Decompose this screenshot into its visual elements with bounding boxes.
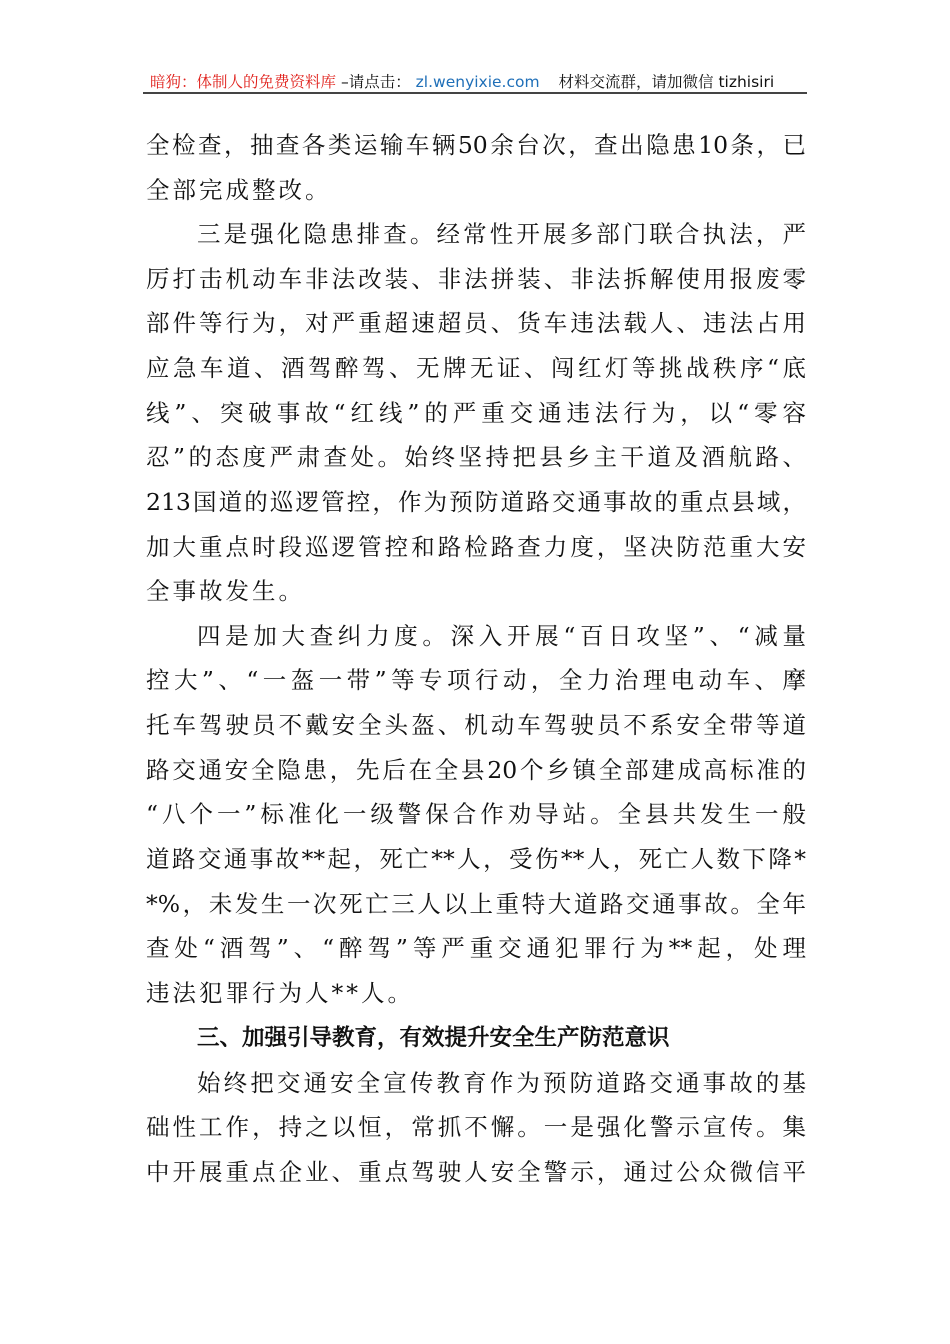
brand-text: 暗狗：体制人的免费资料库 [150,73,337,91]
header-divider [143,92,807,94]
paragraph-line: 四是加大查纠力度。深入开展“百日攻坚”、“减量 [197,622,806,650]
paragraph-line: “八个一”标准化一级警保合作劝导站。全县共发生一般 [146,800,806,828]
paragraph-line: *%，未发生一次死亡三人以上重特大道路交通事故。全年 [146,890,806,918]
paragraph-line: 始终把交通安全宣传教育作为预防道路交通事故的基 [197,1069,806,1097]
paragraph-line: 全部完成整改。 [146,176,332,204]
paragraph-line: 道路交通事故**起，死亡**人，受伤**人，死亡人数下降* [146,845,806,873]
paragraph-line: 查处“酒驾”、“醉驾”等严重交通犯罪行为**起，处理 [146,934,806,962]
paragraph-line: 加大重点时段巡逻管控和路检路查力度，坚决防范重大安 [146,533,806,561]
paragraph-line: 中开展重点企业、重点驾驶人安全警示，通过公众微信平 [146,1158,806,1186]
paragraph-line: 线”、突破事故“红线”的严重交通违法行为，以“零容 [146,399,806,427]
paragraph-line: 三是强化隐患排查。经常性开展多部门联合执法，严 [197,220,806,248]
paragraph-line: 控大”、“一盔一带”等专项行动，全力治理电动车、摩 [146,666,806,694]
paragraph-line: 路交通安全隐患，先后在全县20个乡镇全部建成高标准的 [146,756,806,784]
section-heading: 三、加强引导教育，有效提升安全生产防范意识 [197,1025,670,1051]
page-header [150,70,800,92]
paragraph-line: 础性工作，持之以恒，常抓不懈。一是强化警示宣传。集 [146,1113,806,1141]
paragraph-line: 厉打击机动车非法改装、非法拼装、非法拆解使用报废零 [146,265,806,293]
paragraph-line: 213国道的巡逻管控，作为预防道路交通事故的重点县域， [146,488,806,516]
paragraph-line: 全检查，抽查各类运输车辆50余台次，查出隐患10条，已 [146,131,806,159]
site-link[interactable]: zl.wenyixie.com [415,73,540,91]
paragraph-line: 部件等行为，对严重超速超员、货车违法载人、违法占用 [146,309,806,337]
paragraph-line: 忍”的态度严肃查处。始终坚持把县乡主干道及酒航路、 [146,443,806,471]
paragraph-line: 违法犯罪行为人**人。 [146,979,414,1007]
paragraph-line: 应急车道、酒驾醉驾、无牌无证、闯红灯等挑战秩序“底 [146,354,806,382]
contact-text: 材料交流群，请加微信 tizhisiri [558,73,775,91]
click-prompt: –请点击： [340,73,411,91]
paragraph-line: 全事故发生。 [146,577,305,605]
paragraph-line: 托车驾驶员不戴安全头盔、机动车驾驶员不系安全带等道 [146,711,806,739]
